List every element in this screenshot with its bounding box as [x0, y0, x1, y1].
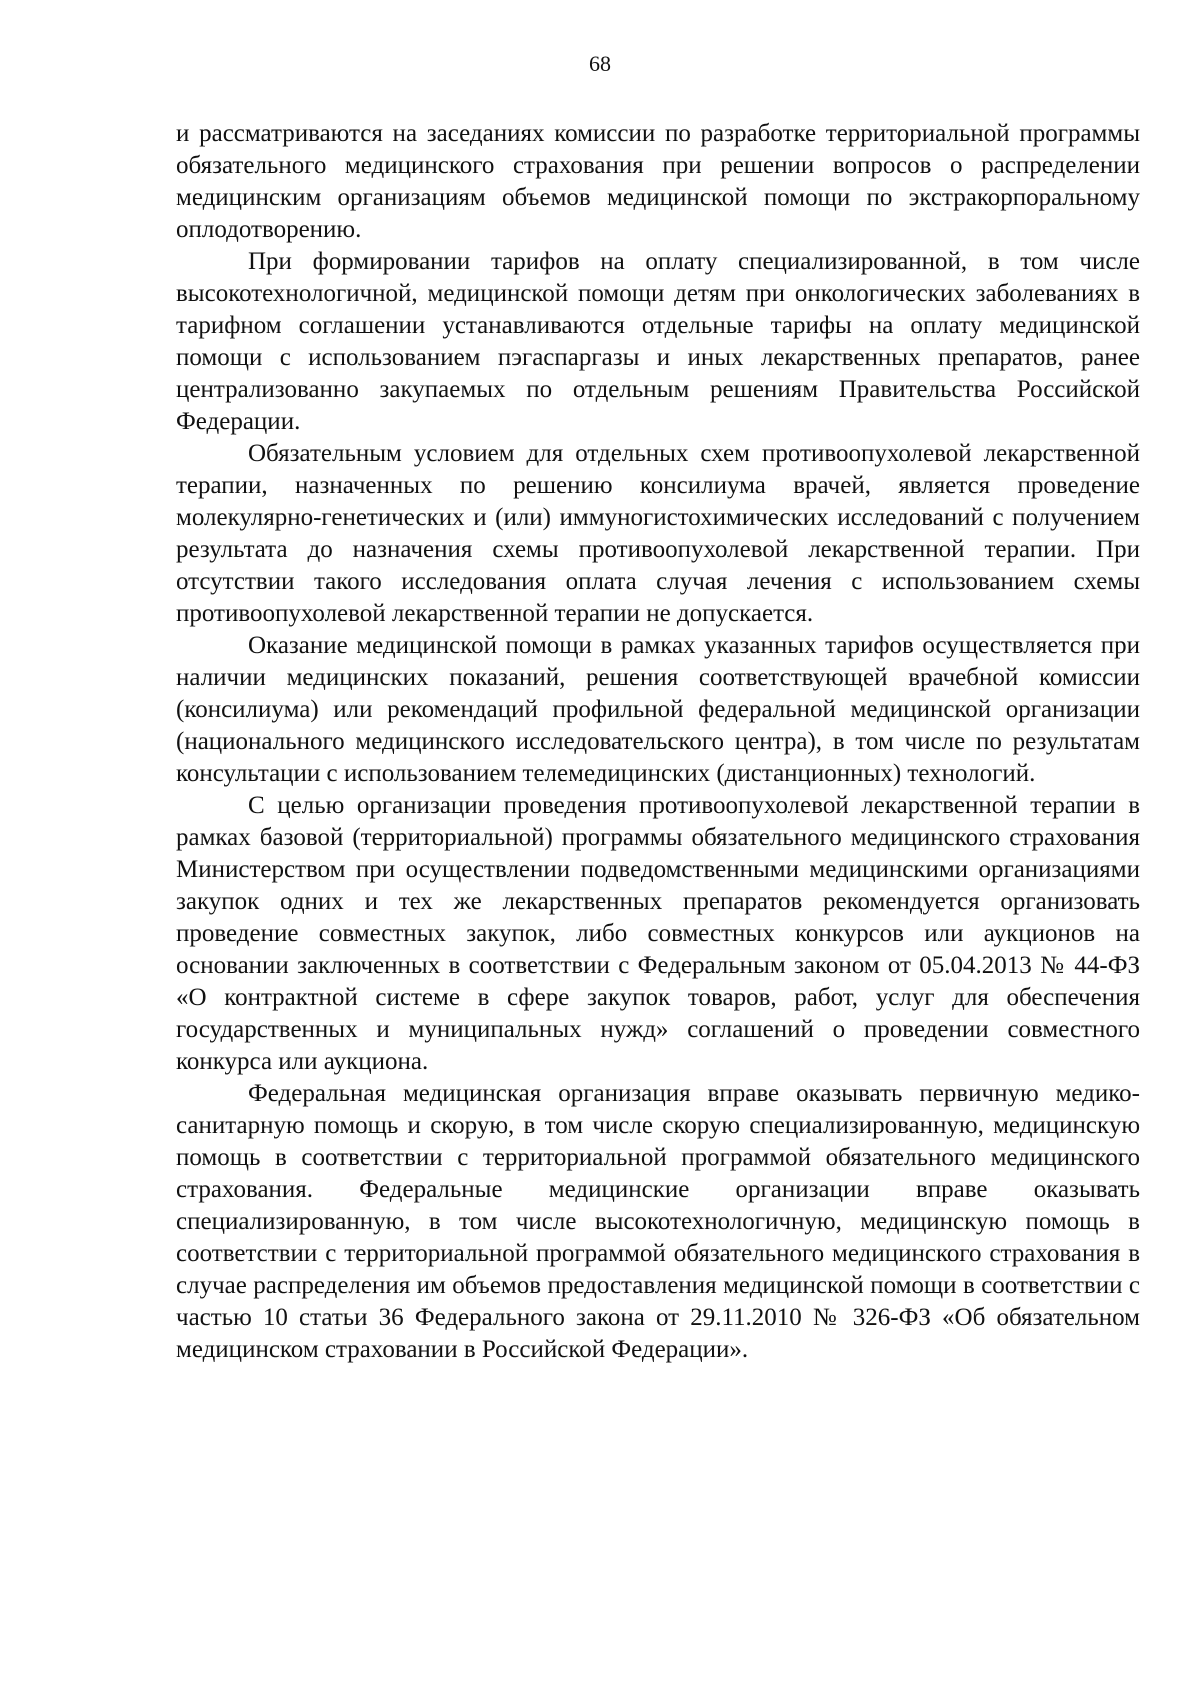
paragraph-2: При формировании тарифов на оплату специализированной, в том числе высокотехнологичной, медицинской помощи детям при онкологических заболеваниях в тарифном соглашении устанавливаются отдельные тарифы на оплату медицинской помощи с использованием пэгаспаргазы и иных лекарственных препаратов, ранее централизованно закупаемых по отдельным решениям Правительства Российской Федерации.	[176, 248, 1140, 435]
document-body	[176, 118, 1140, 1366]
paragraph-3: Обязательным условием для отдельных схем противоопухолевой лекарственной терапии, назначенных по решению консилиума врачей, является проведение молекулярно-генетических и (или) иммуногистохимических исследований с получением результата до назначения схемы противоопухолевой лекарственной терапии. При отсутствии такого исследования оплата случая лечения с использованием схемы противоопухолевой лекарственной терапии не допускается.	[176, 440, 1140, 627]
paragraph-1: и рассматриваются на заседаниях комиссии по разработке территориальной программы обязательного медицинского страхования при решении вопросов о распределении медицинским организациям объемов медицинской помощи по экстракорпоральному оплодотворению.	[176, 120, 1140, 243]
paragraph-6: Федеральная медицинская организация вправе оказывать первичную медико-санитарную помощь и скорую, в том числе скорую специализированную, медицинскую помощь в соответствии с территориальной программой обязательного медицинского страхования. Федеральные медицинские организации вправе оказывать специализированную, в том числе высокотехнологичную, медицинскую помощь в соответствии с территориальной программой обязательного медицинского страхования в случае распределения им объемов предоставления медицинской помощи в соответствии с частью 10 статьи 36 Федерального закона от 29.11.2010 № 326-ФЗ «Об обязательном медицинском страховании в Российской Федерации».	[176, 1080, 1140, 1363]
page-number: 68	[589, 51, 611, 76]
paragraph-5: С целью организации проведения противоопухолевой лекарственной терапии в рамках базовой (территориальной) программы обязательного медицинского страхования Министерством при осуществлении подведомственными медицинскими организациями закупок одних и тех же лекарственных препаратов рекомендуется организовать проведение совместных закупок, либо совместных конкурсов или аукционов на основании заключенных в соответствии с Федеральным законом от 05.04.2013 № 44-ФЗ «О контрактной системе в сфере закупок товаров, работ, услуг для обеспечения государственных и муниципальных нужд» соглашений о проведении совместного конкурса или аукциона.	[176, 792, 1140, 1075]
paragraph-4: Оказание медицинской помощи в рамках указанных тарифов осуществляется при наличии медицинских показаний, решения соответствующей врачебной комиссии (консилиума) или рекомендаций профильной федеральной медицинской организации (национального медицинского исследовательского центра), в том числе по результатам консультации с использованием телемедицинских (дистанционных) технологий.	[176, 632, 1140, 787]
